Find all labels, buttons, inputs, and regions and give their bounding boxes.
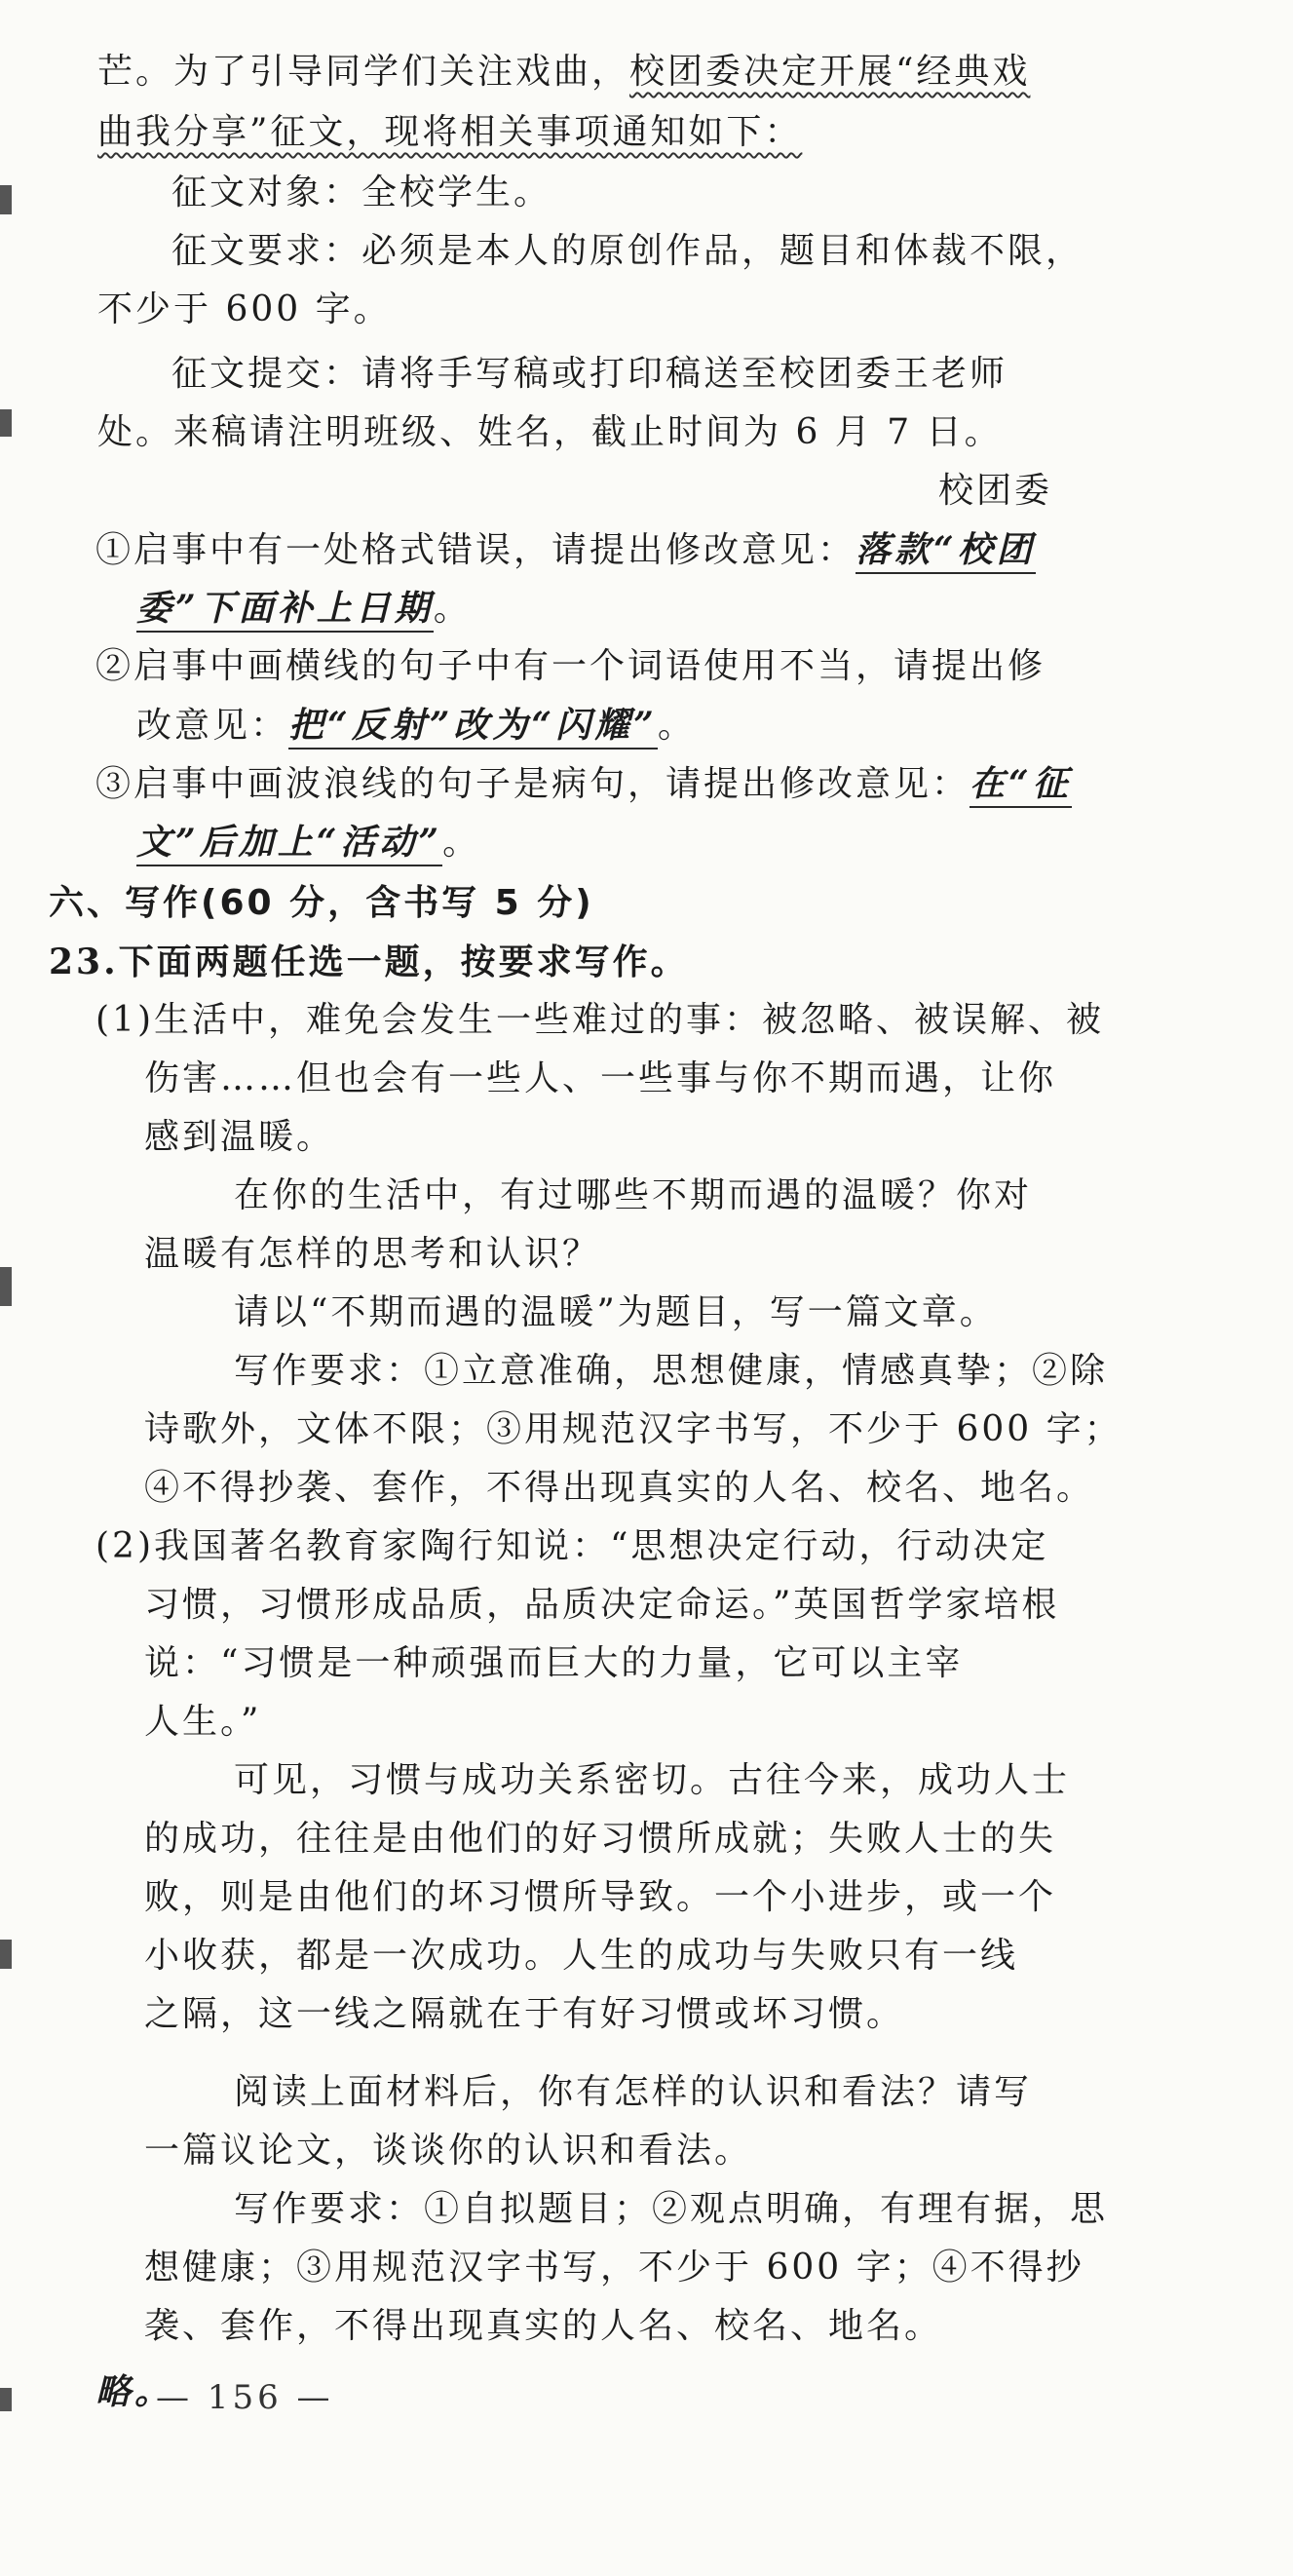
prompt-text: 习惯，习惯形成品质，品质决定命运。”英国哲学家培根 [144,1585,1060,1625]
section-heading: 六、写作(60 分，含书写 5 分) [49,883,594,923]
prompt-1-line [0,1465,1293,1512]
prompt-text: (2)我国著名教育家陶行知说：“思想决定行动，行动决定 [95,1526,1049,1566]
prompt-1-line [0,1406,1293,1453]
answer-text: 略。 [95,2371,174,2412]
prompt-2-line [0,1523,1293,1570]
punctuation: 。 [433,589,472,629]
prompt-1-line [0,1289,1293,1336]
question-text: ①启事中有一处格式错误，请提出修改意见： [95,530,856,570]
prompt-2-line [0,2069,1293,2116]
prompt-text: 阅读上面材料后，你有怎样的认识和看法？请写 [234,2072,1033,2112]
notice-text: 芒。为了引导同学们关注戏曲， [97,52,630,92]
answer-text: 落款“校团 [856,529,1036,574]
prompt-text: 温暖有怎样的思考和认识？ [144,1234,601,1274]
question-23 [0,939,1293,986]
prompt-1-line [0,1231,1293,1278]
notice-object [0,170,1293,216]
prompt-2-line [0,1874,1293,1921]
question-text: 改意见： [136,706,289,746]
prompt-2-line [0,1816,1293,1863]
prompt-text: 说：“习惯是一种顽强而巨大的力量，它可以主宰 [144,1643,964,1683]
question-text: 23.下面两题任选一题，按要求写作。 [49,942,689,982]
prompt-text: 的成功，往往是由他们的好习惯所成就；失败人士的失 [144,1819,1057,1859]
answer-text: 把“反射”改为“闪耀” [288,705,658,750]
notice-submit [0,351,1293,398]
prompt-1-line [0,1114,1293,1161]
page-number: — 156 — [156,2378,334,2417]
notice-signature [0,468,1052,515]
prompt-2-line [0,1991,1293,2038]
question-2-cont [0,702,1293,750]
prompt-text: 写作要求：①自拟题目；②观点明确，有理有据，思 [234,2189,1109,2229]
prompt-2-line [0,1757,1293,1804]
prompt-2-line [0,1640,1293,1687]
prompt-1-line [0,1348,1293,1395]
punctuation: 。 [442,823,481,863]
notice-submit-2 [0,409,1293,456]
section-title [0,880,1293,927]
prompt-text: 袭、套作，不得出现真实的人名、校名、地名。 [144,2306,943,2346]
prompt-text: ④不得抄袭、套作，不得出现真实的人名、校名、地名。 [144,1468,1095,1508]
prompt-text: 写作要求：①立意准确，思想健康，情感真挚；②除 [234,1351,1109,1391]
notice-text: 处。来稿请注明班级、姓名，截止时间为 6 月 7 日。 [97,412,1003,452]
question-3-cont [0,819,1293,866]
notice-text: 征文提交：请将手写稿或打印稿送至校团委王老师 [171,354,1008,394]
wavy-underlined-sentence: 校团委决定开展“经典戏 [629,52,1031,92]
prompt-text: 想健康；③用规范汉字书写，不少于 600 字；④不得抄 [144,2248,1084,2288]
prompt-text: 之隔，这一线之隔就在于有好习惯或坏习惯。 [144,1994,905,2034]
prompt-1-line [0,1173,1293,1219]
prompt-2-line [0,2303,1293,2350]
prompt-text: 败，则是由他们的坏习惯所导致。一个小进步，或一个 [144,1877,1057,1917]
prompt-text: 伤害……但也会有一些人、一些事与你不期而遇，让你 [144,1058,1057,1098]
answer-text: 在“征 [970,763,1072,808]
prompt-2-line [0,1582,1293,1629]
prompt-2-line [0,2186,1293,2233]
prompt-2-line [0,1699,1293,1746]
prompt-text: (1)生活中，难免会发生一些难过的事：被忽略、被误解、被 [95,1000,1104,1040]
prompt-1-line [0,997,1293,1044]
question-1 [0,526,1293,574]
answer-text: 文”后加上“活动” [136,822,442,866]
prompt-text: 小收获，都是一次成功。人生的成功与失败只有一线 [144,1936,1019,1976]
prompt-text: 可见，习惯与成功关系密切。古往今来，成功人士 [234,1760,1071,1800]
question-1-cont [0,585,1293,633]
notice-text: 征文对象：全校学生。 [171,173,552,212]
notice-text: 征文要求：必须是本人的原创作品，题目和体裁不限， [171,231,1084,271]
prompt-text: 人生。” [144,1702,262,1742]
signature-text: 校团委 [937,471,1052,511]
prompt-text: 请以“不期而遇的温暖”为题目，写一篇文章。 [234,1292,998,1332]
wavy-underlined-sentence: 曲我分享”征文，现将相关事项通知如下： [97,112,803,152]
notice-line-1 [0,49,1293,96]
prompt-2-line [0,2128,1293,2174]
prompt-2-line [0,1933,1293,1980]
question-text: ②启事中画横线的句子中有一个词语使用不当，请提出修 [95,646,1046,686]
prompt-2-line [0,2245,1293,2291]
prompt-text: 一篇议论文，谈谈你的认识和看法。 [144,2131,753,2171]
prompt-text: 在你的生活中，有过哪些不期而遇的温暖？你对 [234,1175,1033,1215]
punctuation: 。 [657,706,696,746]
notice-line-2 [0,109,1293,156]
notice-requirement-2 [0,287,1293,333]
notice-requirement [0,228,1293,275]
question-text: ③启事中画波浪线的句子是病句，请提出修改意见： [95,764,970,804]
question-2 [0,643,1293,690]
prompt-1-line [0,1056,1293,1102]
answer-text: 委”下面补上日期 [136,588,434,633]
question-3 [0,760,1293,808]
prompt-text: 感到温暖。 [144,1117,335,1157]
prompt-text: 诗歌外，文体不限；③用规范汉字书写，不少于 600 字； [144,1409,1122,1449]
notice-text: 不少于 600 字。 [97,289,392,329]
